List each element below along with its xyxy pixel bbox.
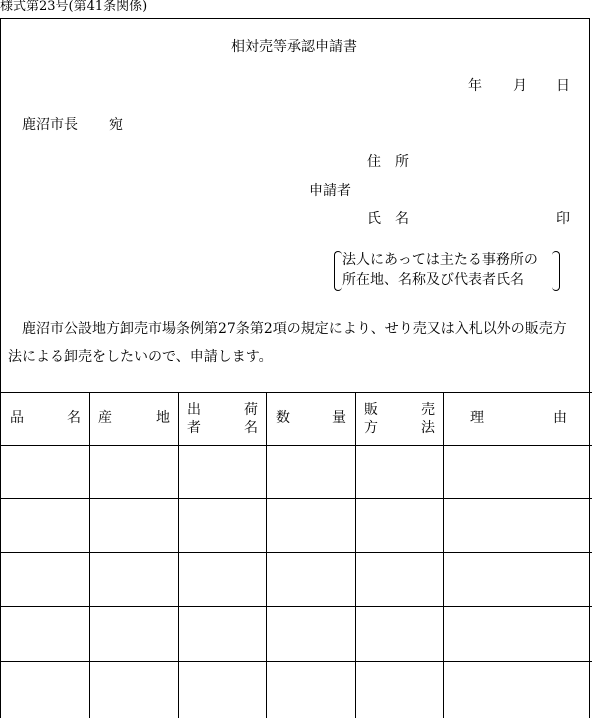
header-char: 量 (332, 410, 346, 426)
applicant-label: 申請者 (309, 183, 351, 199)
addressee-suffix: 宛 (109, 117, 123, 133)
body-line-2: 法による卸売をしたいので、申請します。 (8, 349, 273, 365)
header-char: 理 (470, 410, 484, 426)
date-month-label: 月 (513, 78, 527, 94)
header-char: 品 (10, 410, 24, 426)
table-col-rule (178, 392, 179, 718)
form-title: 相対売等承認申請書 (231, 39, 357, 55)
table-col-rule (443, 392, 444, 718)
left-bracket (334, 251, 342, 291)
date-year-label: 年 (468, 78, 482, 94)
seal-mark: 印 (556, 211, 570, 227)
header-char: 販 (364, 402, 378, 418)
name-label: 氏 名 (367, 211, 409, 227)
header-char: 者 (187, 420, 201, 436)
header-char: 売 (421, 402, 435, 418)
body-line-1: 鹿沼市公設地方卸売市場条例第27条第2項の規定により、せり売又は入札以外の販売方 (22, 321, 567, 337)
date-day-label: 日 (556, 78, 570, 94)
addressee-name: 鹿沼市長 (22, 117, 78, 133)
header-char: 荷 (244, 402, 258, 418)
header-char: 由 (553, 410, 567, 426)
header-char: 出 (187, 402, 201, 418)
header-char: 名 (67, 410, 81, 426)
header-char: 地 (156, 410, 170, 426)
header-char: 法 (421, 420, 435, 436)
header-char: 名 (244, 420, 258, 436)
header-char: 数 (276, 410, 290, 426)
corporate-note-line2: 所在地、名称及び代表者氏名 (342, 272, 524, 288)
right-bracket (552, 251, 560, 291)
header-char: 産 (98, 410, 112, 426)
header-char: 方 (364, 420, 378, 436)
table-col-rule (266, 392, 267, 718)
table-col-rule (89, 392, 90, 718)
corporate-note-line1: 法人にあっては主たる事務所の (342, 252, 538, 268)
form-number: 様式第23号(第41条関係) (0, 0, 148, 14)
address-label: 住 所 (367, 154, 409, 170)
table-col-rule (355, 392, 356, 718)
